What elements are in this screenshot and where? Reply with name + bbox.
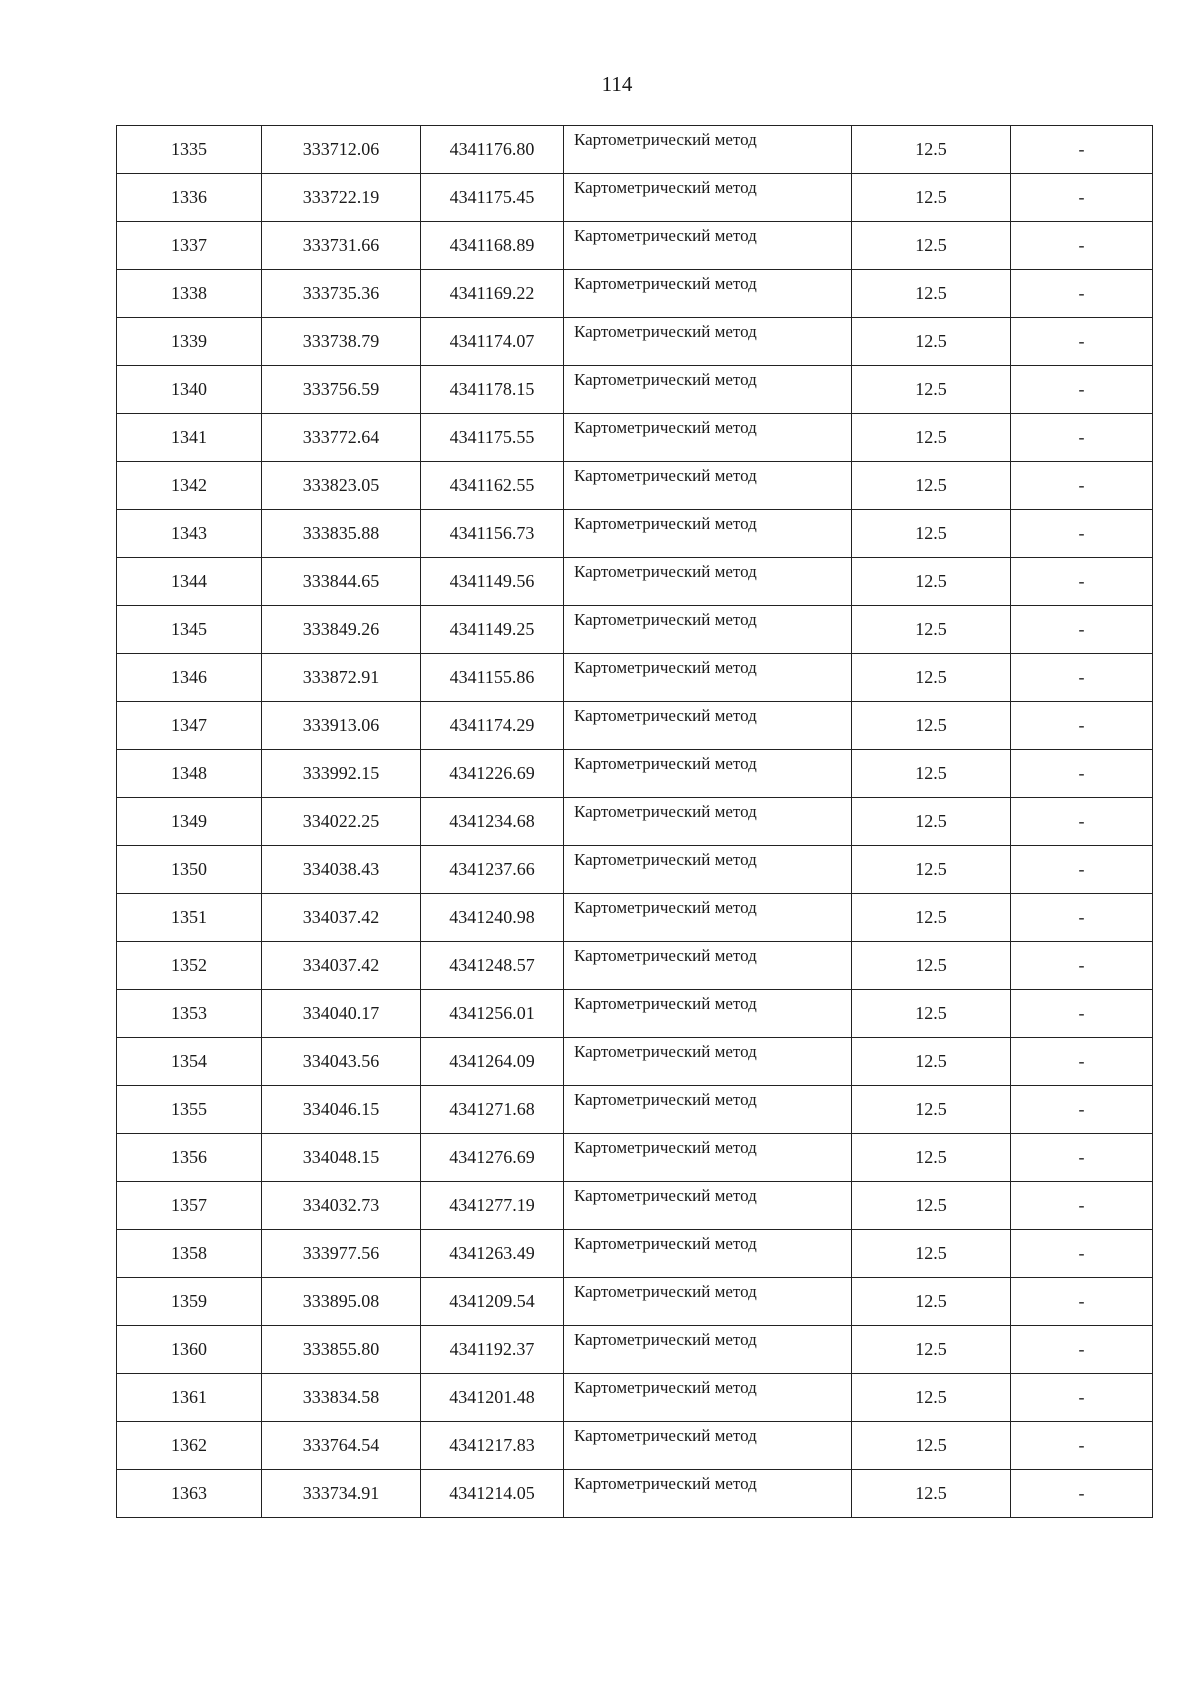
table-row	[117, 126, 1153, 174]
point-number-cell: 1336	[117, 174, 262, 222]
determination-method-cell: Картометрический метод	[564, 1086, 852, 1134]
accuracy-cell: 12.5	[852, 606, 1011, 654]
table-row	[117, 798, 1153, 846]
y-coordinate-cell: 4341271.68	[421, 1086, 564, 1134]
determination-method-cell: Картометрический метод	[564, 942, 852, 990]
y-coordinate-cell: 4341209.54	[421, 1278, 564, 1326]
table-row	[117, 1470, 1153, 1518]
y-coordinate-cell: 4341277.19	[421, 1182, 564, 1230]
x-coordinate-cell: 333731.66	[262, 222, 421, 270]
note-cell: -	[1011, 702, 1153, 750]
note-cell: -	[1011, 750, 1153, 798]
point-number-cell: 1335	[117, 126, 262, 174]
y-coordinate-cell: 4341237.66	[421, 846, 564, 894]
point-number-cell: 1342	[117, 462, 262, 510]
note-cell: -	[1011, 270, 1153, 318]
determination-method-cell: Картометрический метод	[564, 126, 852, 174]
y-coordinate-cell: 4341234.68	[421, 798, 564, 846]
determination-method-cell: Картометрический метод	[564, 318, 852, 366]
note-cell: -	[1011, 510, 1153, 558]
table-row	[117, 894, 1153, 942]
determination-method-cell: Картометрический метод	[564, 846, 852, 894]
y-coordinate-cell: 4341175.55	[421, 414, 564, 462]
note-cell: -	[1011, 798, 1153, 846]
y-coordinate-cell: 4341149.25	[421, 606, 564, 654]
determination-method-cell: Картометрический метод	[564, 654, 852, 702]
accuracy-cell: 12.5	[852, 750, 1011, 798]
determination-method-cell: Картометрический метод	[564, 750, 852, 798]
point-number-cell: 1348	[117, 750, 262, 798]
y-coordinate-cell: 4341263.49	[421, 1230, 564, 1278]
determination-method-cell: Картометрический метод	[564, 1278, 852, 1326]
table-row	[117, 846, 1153, 894]
determination-method-cell: Картометрический метод	[564, 798, 852, 846]
x-coordinate-cell: 333895.08	[262, 1278, 421, 1326]
y-coordinate-cell: 4341175.45	[421, 174, 564, 222]
note-cell: -	[1011, 1182, 1153, 1230]
table-row	[117, 750, 1153, 798]
x-coordinate-cell: 333872.91	[262, 654, 421, 702]
point-number-cell: 1362	[117, 1422, 262, 1470]
note-cell: -	[1011, 366, 1153, 414]
table-row	[117, 1182, 1153, 1230]
point-number-cell: 1346	[117, 654, 262, 702]
x-coordinate-cell: 333977.56	[262, 1230, 421, 1278]
note-cell: -	[1011, 222, 1153, 270]
determination-method-cell: Картометрический метод	[564, 606, 852, 654]
x-coordinate-cell: 333855.80	[262, 1326, 421, 1374]
accuracy-cell: 12.5	[852, 510, 1011, 558]
y-coordinate-cell: 4341178.15	[421, 366, 564, 414]
x-coordinate-cell: 333834.58	[262, 1374, 421, 1422]
x-coordinate-cell: 334040.17	[262, 990, 421, 1038]
determination-method-cell: Картометрический метод	[564, 414, 852, 462]
accuracy-cell: 12.5	[852, 942, 1011, 990]
x-coordinate-cell: 333712.06	[262, 126, 421, 174]
accuracy-cell: 12.5	[852, 1326, 1011, 1374]
table-row	[117, 1326, 1153, 1374]
point-number-cell: 1337	[117, 222, 262, 270]
y-coordinate-cell: 4341155.86	[421, 654, 564, 702]
point-number-cell: 1349	[117, 798, 262, 846]
x-coordinate-cell: 334022.25	[262, 798, 421, 846]
table-row	[117, 606, 1153, 654]
y-coordinate-cell: 4341201.48	[421, 1374, 564, 1422]
point-number-cell: 1352	[117, 942, 262, 990]
note-cell: -	[1011, 1470, 1153, 1518]
note-cell: -	[1011, 606, 1153, 654]
accuracy-cell: 12.5	[852, 654, 1011, 702]
coordinates-table-body	[117, 126, 1153, 1518]
table-row	[117, 702, 1153, 750]
determination-method-cell: Картометрический метод	[564, 990, 852, 1038]
page-number: 114	[601, 72, 633, 96]
x-coordinate-cell: 333849.26	[262, 606, 421, 654]
accuracy-cell: 12.5	[852, 414, 1011, 462]
x-coordinate-cell: 334048.15	[262, 1134, 421, 1182]
point-number-cell: 1351	[117, 894, 262, 942]
note-cell: -	[1011, 942, 1153, 990]
point-number-cell: 1355	[117, 1086, 262, 1134]
x-coordinate-cell: 333764.54	[262, 1422, 421, 1470]
accuracy-cell: 12.5	[852, 1134, 1011, 1182]
y-coordinate-cell: 4341214.05	[421, 1470, 564, 1518]
point-number-cell: 1358	[117, 1230, 262, 1278]
point-number-cell: 1340	[117, 366, 262, 414]
y-coordinate-cell: 4341248.57	[421, 942, 564, 990]
accuracy-cell: 12.5	[852, 558, 1011, 606]
note-cell: -	[1011, 174, 1153, 222]
accuracy-cell: 12.5	[852, 1470, 1011, 1518]
accuracy-cell: 12.5	[852, 1038, 1011, 1086]
determination-method-cell: Картометрический метод	[564, 702, 852, 750]
determination-method-cell: Картометрический метод	[564, 1422, 852, 1470]
table-row	[117, 990, 1153, 1038]
y-coordinate-cell: 4341174.07	[421, 318, 564, 366]
table-row	[117, 654, 1153, 702]
note-cell: -	[1011, 1230, 1153, 1278]
note-cell: -	[1011, 846, 1153, 894]
accuracy-cell: 12.5	[852, 126, 1011, 174]
x-coordinate-cell: 333844.65	[262, 558, 421, 606]
y-coordinate-cell: 4341162.55	[421, 462, 564, 510]
x-coordinate-cell: 333913.06	[262, 702, 421, 750]
point-number-cell: 1350	[117, 846, 262, 894]
determination-method-cell: Картометрический метод	[564, 462, 852, 510]
accuracy-cell: 12.5	[852, 270, 1011, 318]
note-cell: -	[1011, 414, 1153, 462]
table-row	[117, 318, 1153, 366]
point-number-cell: 1345	[117, 606, 262, 654]
x-coordinate-cell: 333756.59	[262, 366, 421, 414]
y-coordinate-cell: 4341176.80	[421, 126, 564, 174]
note-cell: -	[1011, 894, 1153, 942]
x-coordinate-cell: 334038.43	[262, 846, 421, 894]
note-cell: -	[1011, 1086, 1153, 1134]
y-coordinate-cell: 4341256.01	[421, 990, 564, 1038]
point-number-cell: 1347	[117, 702, 262, 750]
x-coordinate-cell: 334037.42	[262, 942, 421, 990]
point-number-cell: 1356	[117, 1134, 262, 1182]
x-coordinate-cell: 333823.05	[262, 462, 421, 510]
x-coordinate-cell: 333772.64	[262, 414, 421, 462]
table-row	[117, 1374, 1153, 1422]
table-row	[117, 366, 1153, 414]
determination-method-cell: Картометрический метод	[564, 270, 852, 318]
y-coordinate-cell: 4341149.56	[421, 558, 564, 606]
point-number-cell: 1353	[117, 990, 262, 1038]
table-row	[117, 942, 1153, 990]
point-number-cell: 1344	[117, 558, 262, 606]
note-cell: -	[1011, 990, 1153, 1038]
accuracy-cell: 12.5	[852, 846, 1011, 894]
accuracy-cell: 12.5	[852, 318, 1011, 366]
point-number-cell: 1357	[117, 1182, 262, 1230]
accuracy-cell: 12.5	[852, 366, 1011, 414]
point-number-cell: 1343	[117, 510, 262, 558]
accuracy-cell: 12.5	[852, 1086, 1011, 1134]
accuracy-cell: 12.5	[852, 222, 1011, 270]
point-number-cell: 1359	[117, 1278, 262, 1326]
table-row	[117, 1422, 1153, 1470]
determination-method-cell: Картометрический метод	[564, 510, 852, 558]
accuracy-cell: 12.5	[852, 1278, 1011, 1326]
x-coordinate-cell: 333835.88	[262, 510, 421, 558]
accuracy-cell: 12.5	[852, 1230, 1011, 1278]
table-row	[117, 1278, 1153, 1326]
note-cell: -	[1011, 654, 1153, 702]
accuracy-cell: 12.5	[852, 990, 1011, 1038]
y-coordinate-cell: 4341217.83	[421, 1422, 564, 1470]
point-number-cell: 1363	[117, 1470, 262, 1518]
table-row	[117, 510, 1153, 558]
note-cell: -	[1011, 558, 1153, 606]
y-coordinate-cell: 4341226.69	[421, 750, 564, 798]
x-coordinate-cell: 334032.73	[262, 1182, 421, 1230]
table-row	[117, 174, 1153, 222]
x-coordinate-cell: 334046.15	[262, 1086, 421, 1134]
note-cell: -	[1011, 1038, 1153, 1086]
y-coordinate-cell: 4341156.73	[421, 510, 564, 558]
accuracy-cell: 12.5	[852, 894, 1011, 942]
table-row	[117, 222, 1153, 270]
x-coordinate-cell: 334037.42	[262, 894, 421, 942]
y-coordinate-cell: 4341192.37	[421, 1326, 564, 1374]
accuracy-cell: 12.5	[852, 1422, 1011, 1470]
table-row	[117, 1038, 1153, 1086]
note-cell: -	[1011, 1374, 1153, 1422]
determination-method-cell: Картометрический метод	[564, 1374, 852, 1422]
point-number-cell: 1341	[117, 414, 262, 462]
table-row	[117, 414, 1153, 462]
note-cell: -	[1011, 1278, 1153, 1326]
note-cell: -	[1011, 1134, 1153, 1182]
point-number-cell: 1354	[117, 1038, 262, 1086]
determination-method-cell: Картометрический метод	[564, 558, 852, 606]
x-coordinate-cell: 333738.79	[262, 318, 421, 366]
determination-method-cell: Картометрический метод	[564, 1038, 852, 1086]
determination-method-cell: Картометрический метод	[564, 222, 852, 270]
table-row	[117, 1086, 1153, 1134]
x-coordinate-cell: 334043.56	[262, 1038, 421, 1086]
table-row	[117, 558, 1153, 606]
determination-method-cell: Картометрический метод	[564, 1230, 852, 1278]
accuracy-cell: 12.5	[852, 1374, 1011, 1422]
accuracy-cell: 12.5	[852, 798, 1011, 846]
note-cell: -	[1011, 126, 1153, 174]
y-coordinate-cell: 4341276.69	[421, 1134, 564, 1182]
accuracy-cell: 12.5	[852, 702, 1011, 750]
y-coordinate-cell: 4341240.98	[421, 894, 564, 942]
accuracy-cell: 12.5	[852, 1182, 1011, 1230]
point-number-cell: 1361	[117, 1374, 262, 1422]
y-coordinate-cell: 4341169.22	[421, 270, 564, 318]
note-cell: -	[1011, 1422, 1153, 1470]
x-coordinate-cell: 333992.15	[262, 750, 421, 798]
x-coordinate-cell: 333722.19	[262, 174, 421, 222]
determination-method-cell: Картометрический метод	[564, 1134, 852, 1182]
determination-method-cell: Картометрический метод	[564, 366, 852, 414]
note-cell: -	[1011, 1326, 1153, 1374]
table-row	[117, 270, 1153, 318]
x-coordinate-cell: 333735.36	[262, 270, 421, 318]
y-coordinate-cell: 4341264.09	[421, 1038, 564, 1086]
y-coordinate-cell: 4341174.29	[421, 702, 564, 750]
x-coordinate-cell: 333734.91	[262, 1470, 421, 1518]
determination-method-cell: Картометрический метод	[564, 1326, 852, 1374]
determination-method-cell: Картометрический метод	[564, 1470, 852, 1518]
note-cell: -	[1011, 462, 1153, 510]
point-number-cell: 1360	[117, 1326, 262, 1374]
accuracy-cell: 12.5	[852, 174, 1011, 222]
determination-method-cell: Картометрический метод	[564, 1182, 852, 1230]
table-row	[117, 1134, 1153, 1182]
accuracy-cell: 12.5	[852, 462, 1011, 510]
determination-method-cell: Картометрический метод	[564, 174, 852, 222]
table-row	[117, 462, 1153, 510]
note-cell: -	[1011, 318, 1153, 366]
point-number-cell: 1338	[117, 270, 262, 318]
table-row	[117, 1230, 1153, 1278]
coordinates-table	[116, 125, 1153, 1518]
point-number-cell: 1339	[117, 318, 262, 366]
determination-method-cell: Картометрический метод	[564, 894, 852, 942]
y-coordinate-cell: 4341168.89	[421, 222, 564, 270]
